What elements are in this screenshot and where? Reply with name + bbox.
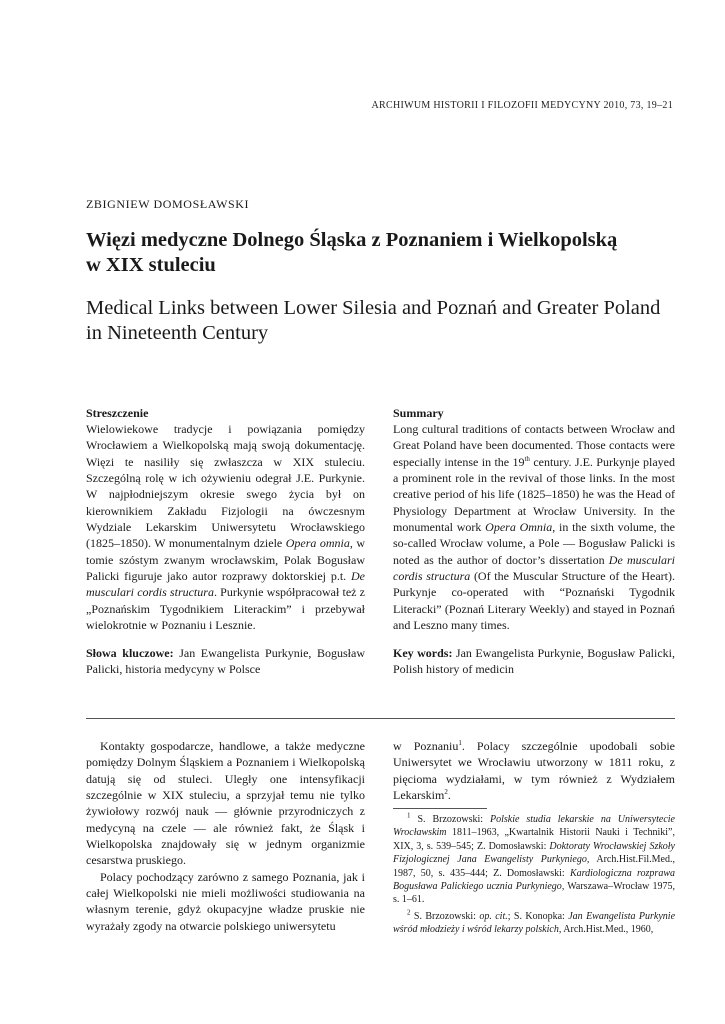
footnote-1 (393, 813, 675, 907)
body-left-column (86, 738, 365, 934)
body-text-part: . (447, 788, 451, 803)
body-text-part: w Poznaniu (393, 739, 459, 753)
streszczenie-text-part: Wielowiekowe tradycje i powiązania pomiędzy Wrocławiem a Wielkopolską mają swoją dokumentację. Więzi te nasiliły się zwłaszcza w XIX stuleciu. Szczególną rolę w ich ożywieniu odegrał J.E. Purkynie. W najpłodniejszym okresie swego życia był on kierownikiem Zakładu Fizjologii na ówczesnym Wydziale Lekarskim Uniwersytetu Wrocławskiego (1825–1850). W monumentalnym dziele (86, 422, 365, 551)
footnote-2 (393, 910, 675, 937)
footnote-italic: op. cit. (479, 910, 508, 922)
slowa-kluczowe-text: Jan Ewangelista Purkynie, Bogusław Palicki, historia medycyny w Polsce (86, 646, 365, 676)
footnote-number: 2 (407, 908, 411, 917)
footnote-italic: Jan Ewangelista Purkynie wśród młodzieży i wśród lekarzy polskich (393, 910, 676, 936)
footnote-ref-1: 1 (458, 739, 462, 747)
summary-text (393, 421, 675, 633)
body-right-column (393, 738, 675, 803)
summary-text-part: Long cultural traditions of contacts between Wrocław and Great Poland have been documented. Those contacts were especially intense in the 19 (393, 422, 675, 469)
footnote-text: S. Brzozowski: (410, 814, 490, 825)
footnote-text: 1811–1963, „Kwartalnik Historii Nauki i Techniki”, XIX, 3, s. 539–545; Z. Domosławski: (393, 827, 675, 852)
key-words-label: Key words: (393, 646, 453, 660)
body-paragraph: Polacy pochodzący zarówno z samego Poznania, jak i całej Wielkopolski nie mieli możliwości studiowania na własnym terenie, gdyż okupacyjne władze pruskie nie wyrażały zgody na otwarcie polskiego uniwersytetu (86, 869, 365, 933)
author-name: ZBIGNIEW DOMOSŁAWSKI (86, 197, 250, 211)
footnote-italic: Polskie studia lekarskie na Uniwersytecie Wrocławskim (393, 814, 675, 839)
body-paragraph: Kontakty gospodarcze, handlowe, a także medyczne pomiędzy Dolnym Śląskiem a Poznaniem i Wielkopolską datują się od stuleci. Uległy one intensyfikacji szczególnie w XIX stuleciu, a sprzyjał temu nie tylko żywiołowy rozwój nauk — głównie przyrodniczych z medycyną na czele — ale również fakt, że Śląsk i Wielkopolska znajdowały się w jednym organizmie cesarstwa pruskiego. (86, 739, 365, 868)
footnote-italic: Doktoraty Wrocławskiej Szkoły Fizjologicznej Jana Ewangelisty Purkyniego (393, 840, 675, 866)
streszczenie-text-part: . Purkynie współpracował też z „Poznańskim Tygodnikiem Literackim” i przebywał wielokrotnie w Poznaniu i Lesznie. (86, 585, 366, 633)
summary-heading: Summary (393, 406, 444, 420)
streszczenie-italic: De musculari cordis structura (86, 569, 365, 600)
title-english (86, 296, 686, 346)
title-polish (86, 228, 686, 278)
key-words-text: Jan Ewangelista Purkynie, Bogusław Palicki, Polish history of medicin (393, 646, 675, 676)
streszczenie-block (86, 405, 365, 633)
footnote-text: , Warszawa–Wrocław 1975, s. 1–61. (393, 881, 675, 906)
footnote-text: , Arch.Hist.Med., 1960, (558, 924, 654, 936)
summary-text-part: , in the sixth volume, the so-called Wrocław volume, a Pole — Bogusław Palicki is noted as the author of doctor’s dissertation (393, 520, 675, 567)
footnote-ref-2: 2 (444, 788, 448, 797)
key-words (393, 645, 675, 677)
body-text-part: . Polacy szczególnie upodobali sobie Uniwersytet we Wrocławiu utworzony w 1811 roku, z pięcioma wydziałami, w tym również z Wydziałem Lekarskim (393, 739, 676, 803)
streszczenie-text (86, 421, 365, 633)
title-english-line-2: in Nineteenth Century (86, 322, 269, 344)
footnote-divider (393, 808, 487, 809)
title-polish-line-2: w XIX stuleciu (86, 254, 216, 276)
summary-italic: Opera Omnia (485, 520, 553, 535)
footnote-text: , Arch.Hist.Fil.Med., 1987, 50, s. 435–444; Z. Domosławski: (393, 854, 675, 879)
footnotes (393, 813, 675, 940)
title-english-line-1: Medical Links between Lower Silesia and Poznań and Greater Poland (86, 297, 661, 319)
slowa-kluczowe-label: Słowa kluczowe: (86, 646, 174, 660)
running-head: ARCHIWUM HISTORII I FILOZOFII MEDYCYNY 2010, 73, 19–21 (371, 100, 673, 111)
summary-block (393, 405, 675, 633)
summary-text-part: (Of the Muscular Structure of the Heart). Purkynje co-operated with “Poznański Tygodnik Literacki” (Poznań Literary Weekly) and stayed in Poznań and Leszno many times. (393, 569, 675, 633)
slowa-kluczowe (86, 645, 365, 677)
streszczenie-italic: Opera omnia (285, 536, 350, 551)
summary-superscript: th (524, 454, 530, 463)
streszczenie-text-part: , w tomie szóstym zwanym wrocławskim, Polak Bogusław Palicki figuruje jako autor rozprawy doktorskiej p.t. (86, 536, 365, 584)
footnote-italic: Kardiologiczna rozprawa Bogusława Palickiego ucznia Purkyniego (393, 867, 675, 893)
streszczenie-heading: Streszczenie (86, 406, 149, 420)
summary-italic: De musculari cordis structura (393, 552, 675, 584)
section-divider (86, 718, 675, 719)
footnote-number: 1 (407, 811, 411, 820)
footnote-text: ; S. Konopka: (507, 910, 569, 922)
footnote-text: S. Brzozowski: (410, 910, 480, 922)
summary-text-part: century. J.E. Purkynje played a prominent role in the revival of those links. In the most creative period of his life (1825–1850) he was the Head of Physiology Department at Wrocław University. In the monumental work (393, 454, 675, 535)
title-polish-line-1: Więzi medyczne Dolnego Śląska z Poznaniem i Wielkopolską (86, 229, 618, 251)
